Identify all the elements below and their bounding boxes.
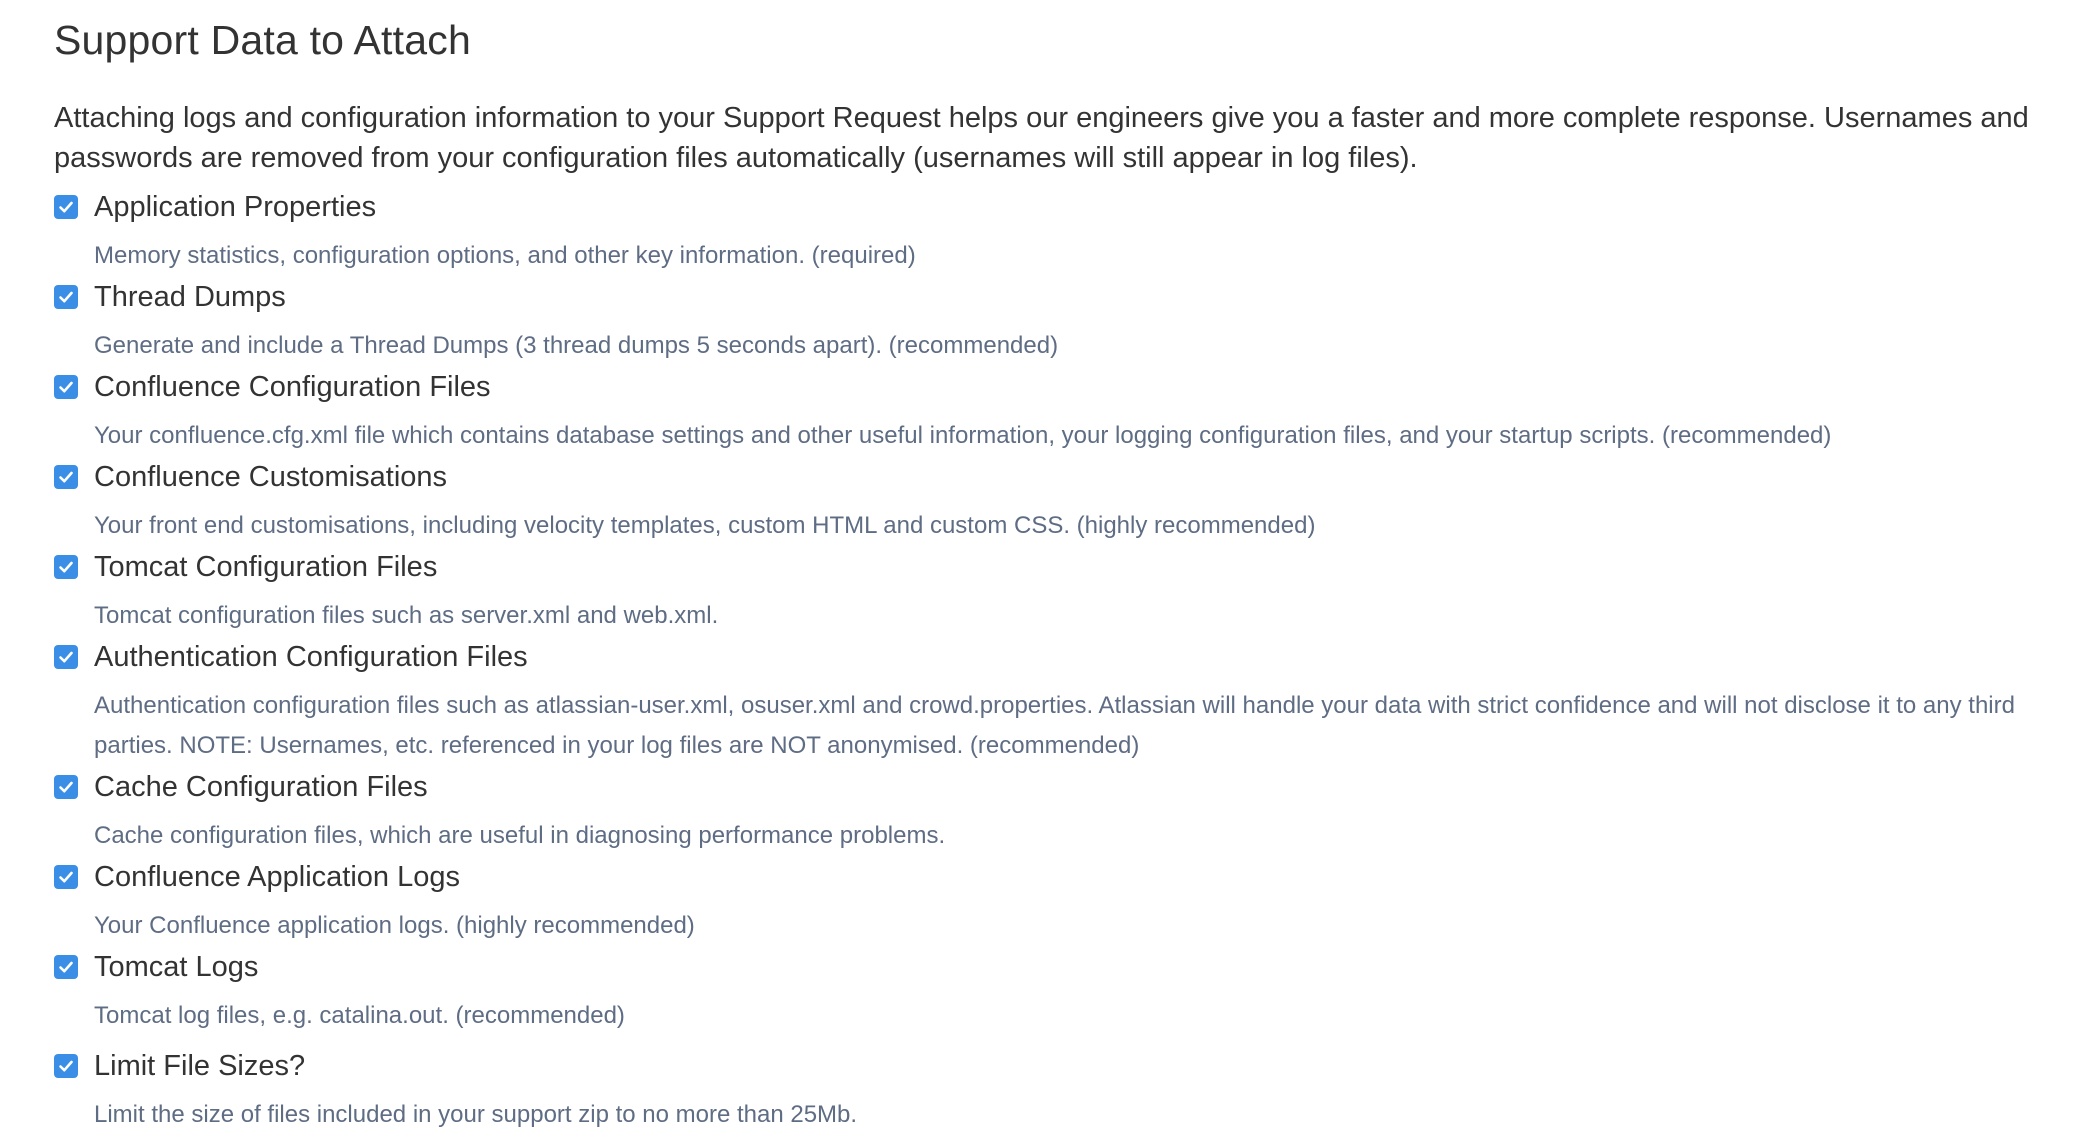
option-application-properties [54,187,2064,276]
application-properties-checkbox[interactable] [54,195,78,219]
option-label[interactable]: Tomcat Logs [94,951,259,983]
option-label[interactable]: Confluence Application Logs [94,861,460,893]
option-label[interactable]: Limit File Sizes? [94,1050,306,1082]
option-label[interactable]: Application Properties [94,191,377,223]
option-label[interactable]: Authentication Configuration Files [94,641,528,673]
option-confluence-application-logs [54,857,2064,946]
section-intro: Attaching logs and configuration information to your Support Request helps our engineers give you a faster and more complete response. Usernames and passwords are removed from your configuration files automatically (usernames will still appear in log files). [54,102,2029,174]
option-description: Your front end customisations, including velocity templates, custom HTML and custom CSS. (highly recommended) [94,512,1316,539]
option-thread-dumps [54,277,2064,366]
checkmark-icon [57,778,75,796]
thread-dumps-checkbox[interactable] [54,285,78,309]
option-description: Your Confluence application logs. (highly recommended) [94,912,695,939]
support-options-list [54,187,2064,1135]
authentication-configuration-files-checkbox[interactable] [54,645,78,669]
option-cache-configuration-files [54,767,2064,856]
option-description: Authentication configuration files such as atlassian-user.xml, osuser.xml and crowd.properties. Atlassian will handle your data with strict confidence and will not disclose it to any third parties. NOTE: Usernames, etc. referenced in your log files are NOT anonymised. (recommended) [94,692,2015,759]
option-label[interactable]: Thread Dumps [94,281,286,313]
option-confluence-configuration-files [54,367,2064,456]
option-description: Cache configuration files, which are useful in diagnosing performance problems. [94,822,946,849]
option-label[interactable]: Tomcat Configuration Files [94,551,438,583]
tomcat-logs-checkbox[interactable] [54,955,78,979]
option-authentication-configuration-files [54,637,2064,766]
section-title: Support Data to Attach [54,17,471,63]
checkmark-icon [57,958,75,976]
option-tomcat-logs [54,947,2064,1036]
option-confluence-customisations [54,457,2064,546]
option-label[interactable]: Confluence Configuration Files [94,371,491,403]
checkmark-icon [57,378,75,396]
option-label[interactable]: Confluence Customisations [94,461,448,493]
checkmark-icon [57,198,75,216]
checkmark-icon [57,468,75,486]
option-description: Memory statistics, configuration options, and other key information. (required) [94,242,916,269]
option-description: Tomcat log files, e.g. catalina.out. (recommended) [94,1002,625,1029]
checkmark-icon [57,288,75,306]
checkmark-icon [57,558,75,576]
checkmark-icon [57,1057,75,1075]
option-label[interactable]: Cache Configuration Files [94,771,428,803]
option-description: Generate and include a Thread Dumps (3 thread dumps 5 seconds apart). (recommended) [94,332,1059,359]
confluence-application-logs-checkbox[interactable] [54,865,78,889]
checkmark-icon [57,648,75,666]
confluence-customisations-checkbox[interactable] [54,465,78,489]
option-tomcat-configuration-files [54,547,2064,636]
option-description: Tomcat configuration files such as server.xml and web.xml. [94,602,719,629]
cache-configuration-files-checkbox[interactable] [54,775,78,799]
confluence-configuration-files-checkbox[interactable] [54,375,78,399]
option-description: Limit the size of files included in your support zip to no more than 25Mb. [94,1101,858,1128]
tomcat-configuration-files-checkbox[interactable] [54,555,78,579]
option-limit-file-sizes [54,1046,2064,1135]
limit-file-sizes-checkbox[interactable] [54,1054,78,1078]
option-description: Your confluence.cfg.xml file which contains database settings and other useful information, your logging configuration files, and your startup scripts. (recommended) [94,422,1832,449]
checkmark-icon [57,868,75,886]
